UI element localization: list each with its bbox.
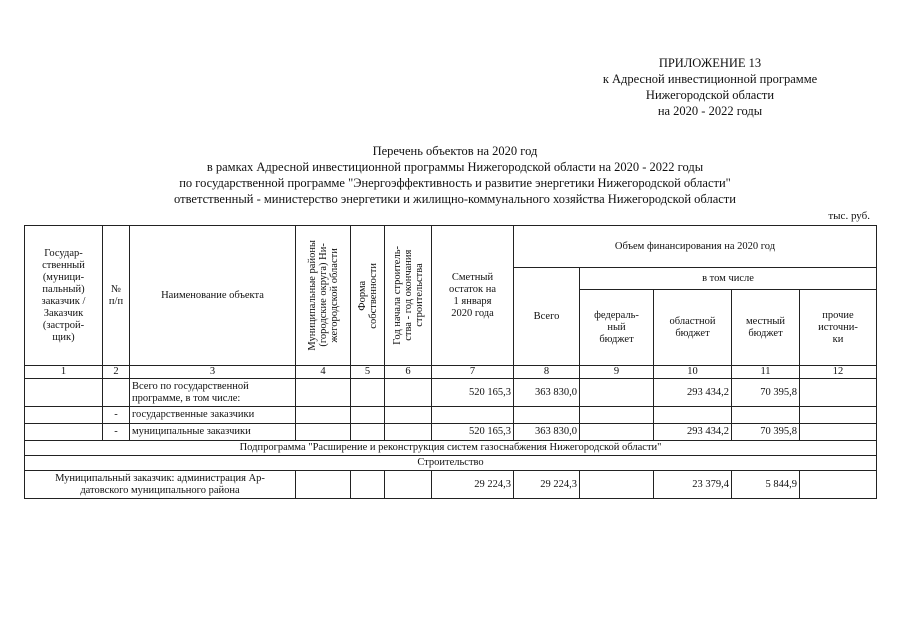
row-dash: - bbox=[103, 424, 130, 441]
column-number: 3 bbox=[130, 366, 296, 379]
header-funding: Объем финансирования на 2020 год bbox=[514, 226, 877, 268]
header-total: Всего bbox=[514, 268, 580, 366]
title-line: по государственной программе "Энергоэффективность и развитие энергетики Нижегородской области" bbox=[179, 176, 731, 190]
header-object-name: Наименование объекта bbox=[130, 226, 296, 366]
subprogram-title: Подпрограмма "Расширение и реконструкция систем газоснабжения Нижегородской области" bbox=[25, 441, 877, 456]
appendix-header bbox=[520, 55, 900, 119]
cell-estimate: 29 224,3 bbox=[432, 471, 514, 499]
cell-total: 29 224,3 bbox=[514, 471, 580, 499]
header-years: Год начала строитель- ства - год окончания строительства bbox=[385, 226, 432, 366]
appendix-line: к Адресной инвестиционной программе bbox=[602, 72, 818, 86]
header-customer: Государ- ственный (муници- пальный) заказчик / Заказчик (застрой- щик) bbox=[25, 226, 103, 366]
column-number: 8 bbox=[514, 366, 580, 379]
column-number: 2 bbox=[103, 366, 130, 379]
header-row bbox=[25, 226, 877, 268]
header-estimate: Сметный остаток на 1 января 2020 года bbox=[432, 226, 514, 366]
appendix-number: ПРИЛОЖЕНИЕ 13 bbox=[658, 56, 762, 70]
row-dash: - bbox=[103, 407, 130, 424]
cell-estimate: 520 165,3 bbox=[432, 424, 514, 441]
cell-local: 70 395,8 bbox=[732, 379, 800, 407]
table-row-municipal bbox=[25, 424, 877, 441]
cell-total: 363 830,0 bbox=[514, 424, 580, 441]
cell-local: 5 844,9 bbox=[732, 471, 800, 499]
header-local: местный бюджет bbox=[732, 290, 800, 366]
cell-total: 363 830,0 bbox=[514, 379, 580, 407]
table-row-state bbox=[25, 407, 877, 424]
row-name: Муниципальный заказчик: администрация Ар- датовского муниципального района bbox=[25, 471, 296, 499]
column-number: 1 bbox=[25, 366, 103, 379]
header-other: прочие источни- ки bbox=[800, 290, 877, 366]
column-number: 10 bbox=[654, 366, 732, 379]
objects-table bbox=[24, 225, 877, 499]
subprogram-row bbox=[25, 441, 877, 456]
header-ownership: Форма собственности bbox=[351, 226, 385, 366]
row-name: муниципальные заказчики bbox=[130, 424, 296, 441]
row-name: государственные заказчики bbox=[130, 407, 296, 424]
column-number: 12 bbox=[800, 366, 877, 379]
row-name: Всего по государственной программе, в том числе: bbox=[130, 379, 296, 407]
title-line: Перечень объектов на 2020 год bbox=[372, 144, 538, 158]
column-number: 7 bbox=[432, 366, 514, 379]
column-number: 9 bbox=[580, 366, 654, 379]
title-line: ответственный - министерство энергетики и жилищно-коммунального хозяйства Нижегородской области bbox=[174, 192, 736, 206]
title-line: в рамках Адресной инвестиционной программы Нижегородской области на 2020 - 2022 годы bbox=[206, 160, 704, 174]
cell-estimate: 520 165,3 bbox=[432, 379, 514, 407]
appendix-line: на 2020 - 2022 годы bbox=[657, 104, 763, 118]
column-number: 4 bbox=[296, 366, 351, 379]
table-row-total bbox=[25, 379, 877, 407]
header-regional: областной бюджет bbox=[654, 290, 732, 366]
appendix-line: Нижегородской области bbox=[645, 88, 775, 102]
cell-regional: 293 434,2 bbox=[654, 424, 732, 441]
column-number: 5 bbox=[351, 366, 385, 379]
header-federal: федераль- ный бюджет bbox=[580, 290, 654, 366]
cell-local: 70 395,8 bbox=[732, 424, 800, 441]
header-number: № п/п bbox=[103, 226, 130, 366]
units-label: тыс. руб. bbox=[828, 210, 870, 222]
column-number: 11 bbox=[732, 366, 800, 379]
header-including: в том числе bbox=[580, 268, 877, 290]
header-districts: Муниципальные районы (городские округа) Ни- жегородской области bbox=[296, 226, 351, 366]
document-title bbox=[60, 143, 850, 207]
cell-regional: 23 379,4 bbox=[654, 471, 732, 499]
construction-title: Строительство bbox=[25, 456, 877, 471]
column-number: 6 bbox=[385, 366, 432, 379]
column-number-row bbox=[25, 366, 877, 379]
table-row-ardatov bbox=[25, 471, 877, 499]
construction-row bbox=[25, 456, 877, 471]
cell-regional: 293 434,2 bbox=[654, 379, 732, 407]
